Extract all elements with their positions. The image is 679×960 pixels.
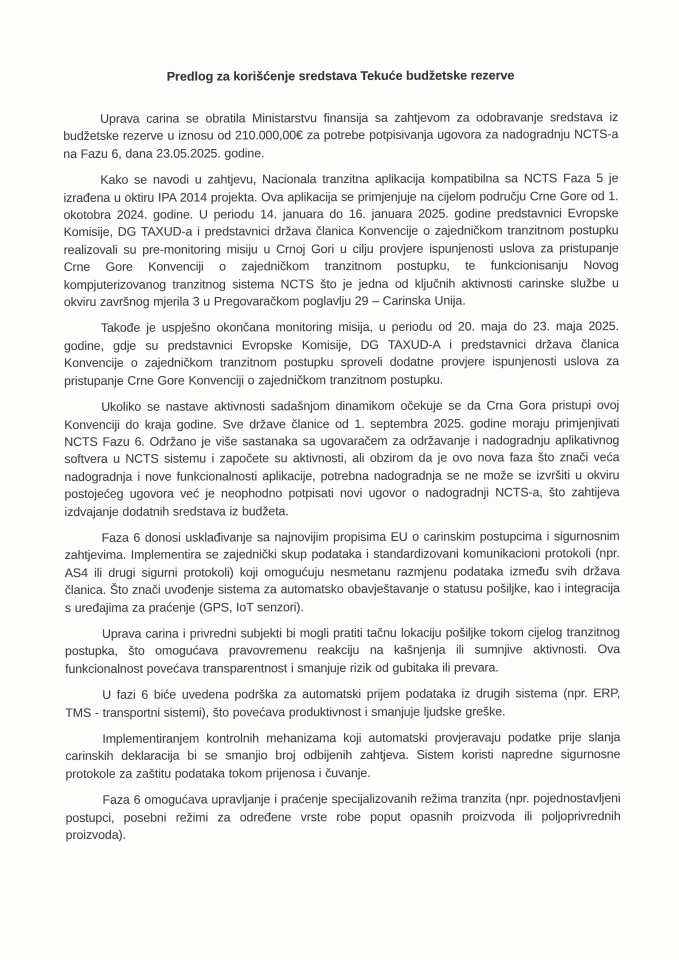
paragraph: Uprava carina se obratila Ministarstvu finansija sa zahtjevom za odobravanje sredstava iz budžetske rezerve u iznosu od 210.000,00€ za potrebe potpisivanja ugovora za nadogradnju NCTS-a na Fazu 6, dana 23.05.2025. godine. — [63, 110, 619, 161]
paragraph: Faza 6 donosi usklađivanje sa najnovijim propisima EU o carinskim postupcima i sigurnosnim zahtjevima. Implementira se zajednički skup podataka i standardizovani komunikacioni protokoli (npr. AS4 ili drugi sigurni protokoli) koji omogućuju nesmetanu razmjenu podataka između svih država članica. Što znači uvođenje sistema za automatsko obavještavanje o statusu pošiljke, kao i integracija s uređajima za praćenje (GPS, IoT senzori). — [64, 528, 620, 615]
paragraph: Takođe je uspješno okončana monitoring misija, u periodu od 20. maja do 23. maja 2025. godine, gdje su predstavnici Evropske Komisije, DG TAXUD-A i predstavnici država članica Konvencije o zajedničkom tranzitnom postupku sproveli dodatne provjere ispunjenosti uslova za pristupanje Crne Gore Konvenciji o zajedničkom tranzitnom postupku. — [63, 319, 620, 388]
paragraph: Kako se navodi u zahtjevu, Nacionala tranzitna aplikacija kompatibilna sa NCTS Faza 5 je izrađena u oktiru IPA 2014 projekta. Ova aplikacija se primjenjuje na cijelom području Crne Gore od 1. okotobra 2024. godine. U periodu 14. januara do 16. januara 2025. godine predstavnici Evropske Komisije, DG TAXUD-a i predstavnici država članica Konvencije o zajedničkom tranzitnom postupku realizovali su pre-monitoring misiju u Crnoj Gori u cilju provjere ispunjenosti uslova za pristupanje Crne Gore Konvenciji o zajedničkom tranzitnom postupku, te funkcionisanju Novog kompjuterizovanog tranzitnog sistema NCTS što je jedna od ključnih aktivnosti carinske službe u okviru završnog mjerila 3 u Pregovaračkom poglavlju 29 – Carinska Unija. — [63, 171, 619, 310]
paragraph: Implementiranjem kontrolnih mehanizama koji automatski provjeravaju podatke prije slanja carinskih deklaracija bi se smanjio broj odbijenih zahtjeva. Sistem koristi napredne sigurnosne protokole za zaštitu podataka tokom prijenosa i čuvanje. — [65, 730, 621, 781]
document-content — [63, 68, 621, 853]
paragraph: U fazi 6 biće uvedena podrška za automatski prijem podataka iz drugih sistema (npr. ERP, TMS - transportni sistemi), što povećava produktivnost i smanjuje ljudske greške. — [65, 686, 621, 720]
document-title: Predlog za korišćenje sredstava Tekuće budžetske rezerve — [166, 68, 515, 84]
document-body — [63, 109, 621, 844]
paragraph: Uprava carina i privredni subjekti bi mogli pratiti tačnu lokaciju pošiljke tokom cijelog tranzitnog postupka, što omogućava pravovremenu reakciju na kašnjenja ili sumnjive aktivnosti. Ova funkcionalnost povećava transparentnost i smanjuje rizik od gubitaka ili prevara. — [65, 625, 621, 676]
paragraph: Faza 6 omogućava upravljanje i praćenje specijalizovanih režima tranzita (npr. pojednostavljeni postupci, posebni režimi za određene vrste robe poput opasnih proizvoda ili poljoprivrednih proizvoda). — [65, 791, 621, 843]
paragraph: Ukoliko se nastave aktivnosti sadašnjom dinamikom očekuje se da Crna Gora pristupi ovoj Konvenciji do kraja godine. Sve države članice od 1. septembra 2025. godine moraju primjenjivati NCTS Fazu 6. Održano je više sastanaka sa ugovaračem za održavanje i nadogradnju aplikativnog softvera u NCTS sistemu i započete su aktivnosti, ali obzirom da je ovo nova faza što znači veća nadogradnja i nove funkcionalnosti aplikacije, potrebna nadogradnja se ne može se izvršiti u okviru postojećeg ugovora već je neophodno potpisati novi ugovor o nadogradnji NCTS-a, što zahtijeva izdvajanje dodatnih sredstava iz budžeta. — [64, 398, 620, 519]
